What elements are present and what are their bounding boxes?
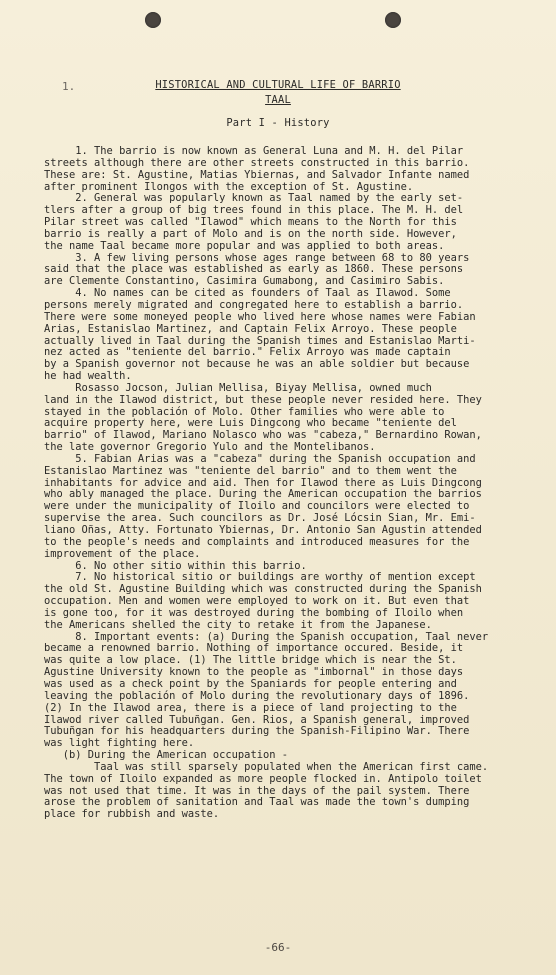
document-title bbox=[0, 78, 556, 108]
text-line: 6. No other sitio within this barrio. bbox=[44, 559, 307, 572]
text-line: was not used that time. It was in the days of the pail system. There bbox=[44, 784, 470, 797]
text-line: stayed in the población of Molo. Other families who were able to bbox=[44, 405, 445, 418]
text-line: became a renowned barrio. Nothing of importance occured. Beside, it bbox=[44, 642, 464, 655]
text-line: Tubuñgan for his headquarters during the Spanish-Filipino War. There bbox=[44, 725, 470, 738]
text-line: improvement of the place. bbox=[44, 547, 201, 560]
text-line: Agustine University known to the people as "imbornal" in those days bbox=[44, 666, 464, 679]
text-line: nez acted as "teniente del barrio." Felix Arroyo was made captain bbox=[44, 346, 451, 359]
text-line: Pilar street was called "Ilawod" which means to the North for this bbox=[44, 216, 457, 229]
text-line: 8. Important events: (a) During the Spanish occupation, Taal never bbox=[44, 630, 489, 643]
text-line: streets although there are other streets constructed in this barrio. bbox=[44, 156, 470, 169]
text-line: land in the Ilawod district, but these people never resided here. They bbox=[44, 393, 482, 406]
title-line-2: TAAL bbox=[265, 94, 291, 106]
text-line: Ilawod river called Tubuñgan. Gen. Rios, a Spanish general, improved bbox=[44, 713, 470, 726]
text-line: Estanislao Martinez was "teniente del barrio" and to them went the bbox=[44, 464, 457, 477]
text-line: arose the problem of sanitation and Taal was made the town's dumping bbox=[44, 796, 470, 809]
text-line: (b) During the American occupation - bbox=[44, 749, 288, 762]
text-line: said that the place was established as early as 1860. These persons bbox=[44, 263, 464, 276]
text-line: were under the municipality of Iloilo and councilors were elected to bbox=[44, 500, 470, 513]
text-line: place for rubbish and waste. bbox=[44, 808, 220, 821]
text-line: Taal was still sparsely populated when the American first came. bbox=[44, 760, 489, 773]
text-line: after prominent Ilongos with the exception of St. Agustine. bbox=[44, 180, 414, 193]
text-line: was used as a check point by the Spaniards for people entering and bbox=[44, 677, 457, 690]
text-line: the old St. Agustine Building which was constructed during the Spanish bbox=[44, 583, 482, 596]
text-line: 7. No historical sitio or buildings are worthy of mention except bbox=[44, 571, 476, 584]
text-line: acquire property here, were Luis Dingcong who became "teniente del bbox=[44, 417, 457, 430]
text-line: tlers after a group of big trees found in this place. The M. H. del bbox=[44, 204, 464, 217]
text-line: The town of Iloilo expanded as more people flocked in. Antipolo toilet bbox=[44, 772, 482, 785]
text-line: 4. No names can be cited as founders of Taal as Ilawod. Some bbox=[44, 287, 451, 300]
title-line-1: HISTORICAL AND CULTURAL LIFE OF BARRIO bbox=[155, 79, 401, 91]
text-line: These are: St. Agustine, Matias Ybiernas, and Salvador Infante named bbox=[44, 168, 470, 181]
text-line: Arias, Estanislao Martinez, and Captain Felix Arroyo. These people bbox=[44, 322, 457, 335]
text-line: are Clemente Constantino, Casimira Gumabong, and Casimiro Sabis. bbox=[44, 275, 445, 288]
page-number: -66- bbox=[264, 941, 292, 954]
text-line: is gone too, for it was destroyed during the bombing of Iloilo when bbox=[44, 606, 464, 619]
part-heading: Part I - History bbox=[226, 117, 330, 129]
text-line: persons merely migrated and congregated here to establish a barrio. bbox=[44, 298, 464, 311]
text-line: actually lived in Taal during the Spanish times and Estanislao Marti- bbox=[44, 334, 476, 347]
text-line: who ably managed the place. During the American occupation the barrios bbox=[44, 488, 482, 501]
text-line: by a Spanish governor not because he was an able soldier but because bbox=[44, 358, 470, 371]
text-line: the name Taal became more popular and was applied to both areas. bbox=[44, 239, 445, 252]
text-line: to the people's needs and complaints and introduced measures for the bbox=[44, 535, 470, 548]
binder-hole-right bbox=[385, 12, 401, 28]
text-line: 3. A few living persons whose ages range between 68 to 80 years bbox=[44, 251, 470, 264]
text-line: 5. Fabian Arias was a "cabeza" during the Spanish occupation and bbox=[44, 452, 476, 465]
text-line: There were some moneyed people who lived here whose names were Fabian bbox=[44, 310, 476, 323]
text-line: 2. General was popularly known as Taal named by the early set- bbox=[44, 192, 464, 205]
text-line: leaving the población of Molo during the revolutionary days of 1896. bbox=[44, 689, 470, 702]
text-line: the Americans shelled the city to retake it from the Japanese. bbox=[44, 618, 432, 631]
text-line: Rosasso Jocson, Julian Mellisa, Biyay Mellisa, owned much bbox=[44, 381, 432, 394]
text-line: (2) In the Ilawod area, there is a piece of land projecting to the bbox=[44, 701, 457, 714]
text-line: liano Oñas, Atty. Fortunato Ybiernas, Dr. Antonio San Agustin attended bbox=[44, 524, 482, 536]
page-marker: 1. bbox=[62, 80, 76, 93]
text-line: barrio" of Ilawod, Mariano Nolasco who was "cabeza," Bernardino Rowan, bbox=[44, 429, 482, 442]
text-line: barrio is really a part of Molo and is on the north side. However, bbox=[44, 227, 457, 240]
text-line: occupation. Men and women were employed to work on it. But even that bbox=[44, 595, 470, 608]
text-line: supervise the area. Such councilors as Dr. José Lócsin Sian, Mr. Emi- bbox=[44, 512, 476, 525]
text-line: he had wealth. bbox=[44, 370, 132, 383]
text-line: the late governor Gregorio Yulo and the Montelibanos. bbox=[44, 441, 376, 454]
text-line: 1. The barrio is now known as General Luna and M. H. del Pilar bbox=[44, 145, 464, 157]
document-body bbox=[44, 146, 514, 821]
text-line: was light fighting here. bbox=[44, 737, 195, 750]
binder-hole-left bbox=[145, 12, 161, 28]
text-line: inhabitants for advice and aid. Then for Ilawod there as Luis Dingcong bbox=[44, 476, 482, 489]
text-line: was quite a low place. (1) The little bridge which is near the St. bbox=[44, 654, 457, 667]
